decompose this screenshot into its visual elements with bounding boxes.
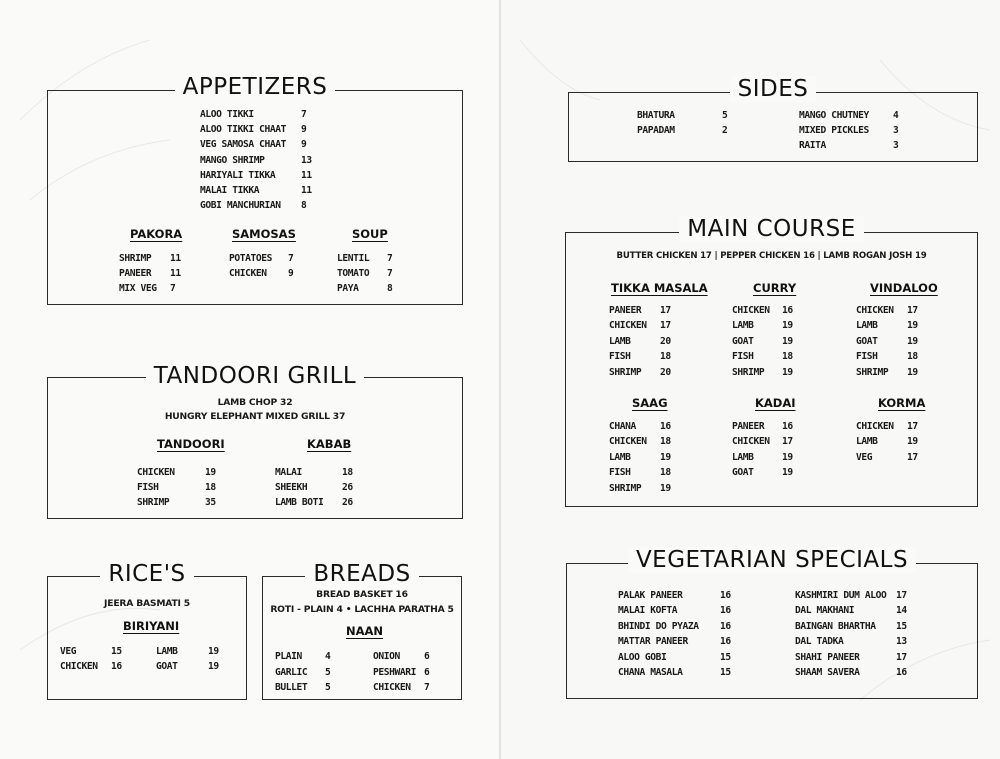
breads-title-text: BREADS — [305, 561, 418, 587]
kadai-heading: KADAI — [755, 396, 796, 410]
menu-item-name: FISH — [732, 351, 754, 363]
menu-item-price: 13 — [301, 154, 312, 166]
menu-item-price: 13 — [896, 636, 907, 648]
sides-title-text: SIDES — [730, 76, 817, 102]
vegetarian-specials-title — [566, 547, 978, 573]
menu-item-price: 2 — [722, 125, 728, 136]
menu-item-price: 19 — [907, 320, 918, 332]
menu-item-name: GOAT — [156, 661, 178, 672]
menu-item-price: 17 — [660, 305, 671, 316]
menu-item-price: 35 — [205, 497, 216, 509]
tandoori-line-1: LAMB CHOP 32 — [217, 397, 293, 408]
biriyani-heading: BIRIYANI — [123, 619, 180, 633]
menu-item-name: CHICKEN — [229, 268, 267, 279]
pakora-heading: PAKORA — [130, 227, 183, 241]
menu-item-name: LAMB — [609, 335, 631, 347]
menu-item-price: 26 — [342, 497, 353, 509]
menu-item-name: MIXED PICKLES — [799, 125, 869, 136]
menu-item-name: ALOO GOBI — [618, 651, 667, 663]
menu-item-price: 17 — [907, 305, 918, 316]
menu-item-name: HARIYALI TIKKA — [200, 169, 276, 181]
breads-line-1: BREAD BASKET 16 — [316, 589, 408, 600]
menu-item-name: POTATOES — [229, 253, 273, 264]
menu-item-price: 3 — [893, 125, 899, 136]
menu-item-price: 19 — [907, 335, 918, 347]
menu-item-name: TOMATO — [337, 268, 370, 279]
menu-item-price: 18 — [342, 467, 353, 478]
menu-item-name: GOBI MANCHURIAN — [200, 200, 281, 212]
tikka-masala-heading: TIKKA MASALA — [611, 281, 708, 295]
menu-item-name: CHANA MASALA — [618, 667, 683, 678]
menu-item-price: 18 — [660, 351, 671, 363]
menu-item-price: 7 — [387, 253, 393, 264]
menu-item-price: 17 — [896, 590, 907, 601]
menu-item-name: LAMB — [732, 451, 754, 463]
menu-item-name: BHATURA — [637, 110, 675, 121]
appetizers-title — [47, 74, 463, 100]
menu-item-price: 17 — [782, 436, 793, 448]
menu-item-price: 17 — [907, 451, 918, 463]
menu-item-price: 18 — [660, 436, 671, 448]
menu-item-price: 6 — [424, 666, 430, 678]
menu-item-price: 16 — [896, 667, 907, 678]
menu-item-name: CHICKEN — [732, 436, 770, 448]
menu-item-price: 7 — [170, 283, 176, 294]
menu-item-name: CHICKEN — [609, 320, 647, 332]
menu-item-price: 15 — [720, 667, 731, 678]
menu-item-price: 4 — [325, 651, 331, 662]
menu-item-name: DAL TADKA — [795, 636, 844, 648]
breads-line-2: ROTI - PLAIN 4 • LACHHA PARATHA 5 — [270, 604, 454, 615]
breads-title — [262, 561, 462, 587]
menu-item-name: MALAI TIKKA — [200, 185, 260, 196]
menu-item-name: PANEER — [119, 268, 152, 279]
menu-item-name: GOAT — [732, 335, 754, 347]
menu-item-name: BHINDI DO PYAZA — [618, 620, 699, 632]
menu-item-price: 5 — [325, 682, 331, 693]
menu-item-price: 7 — [288, 253, 294, 264]
menu-item-name: GARLIC — [275, 666, 308, 678]
menu-item-name: ALOO TIKKI — [200, 109, 254, 120]
sides-section — [568, 92, 978, 162]
menu-item-name: CHICKEN — [60, 661, 98, 672]
menu-item-price: 26 — [342, 482, 353, 494]
menu-item-price: 15 — [896, 620, 907, 632]
menu-item-name: SHRIMP — [119, 253, 152, 264]
main-course-title-text: MAIN COURSE — [679, 216, 864, 242]
menu-item-price: 3 — [893, 140, 899, 151]
menu-item-price: 11 — [170, 253, 181, 264]
saag-heading: SAAG — [632, 396, 668, 410]
menu-item-name: BAINGAN BHARTHA — [795, 620, 876, 632]
menu-item-name: SHRIMP — [609, 482, 642, 494]
menu-item-name: PAPADAM — [637, 125, 675, 136]
menu-item-name: PALAK PANEER — [618, 590, 683, 601]
appetizers-title-text: APPETIZERS — [175, 74, 336, 100]
menu-item-name: GOAT — [732, 467, 754, 479]
menu-item-price: 18 — [660, 467, 671, 479]
rices-title — [47, 561, 247, 587]
menu-item-price: 16 — [720, 620, 731, 632]
menu-item-name: LENTIL — [337, 253, 370, 264]
menu-item-price: 9 — [301, 139, 307, 151]
menu-item-name: LAMB — [732, 320, 754, 332]
menu-item-price: 19 — [782, 335, 793, 347]
kabab-heading: KABAB — [307, 437, 352, 451]
menu-item-price: 17 — [896, 651, 907, 663]
menu-item-name: SHAAM SAVERA — [795, 667, 860, 678]
menu-item-price: 9 — [288, 268, 294, 279]
soup-heading: SOUP — [352, 227, 388, 241]
menu-item-price: 8 — [387, 283, 393, 294]
menu-item-name: FISH — [856, 351, 878, 363]
menu-item-price: 11 — [301, 185, 312, 196]
vegetarian-specials-title-text: VEGETARIAN SPECIALS — [628, 547, 916, 573]
menu-item-price: 20 — [660, 335, 671, 347]
menu-item-price: 18 — [205, 482, 216, 494]
menu-item-price: 18 — [782, 351, 793, 363]
tandoori-grill-title — [47, 363, 463, 389]
menu-item-name: LAMB — [856, 436, 878, 448]
menu-item-name: ALOO TIKKI CHAAT — [200, 124, 287, 136]
menu-item-price: 19 — [208, 661, 219, 672]
menu-item-name: SHRIMP — [732, 366, 765, 378]
menu-item-price: 19 — [782, 467, 793, 479]
menu-item-price: 9 — [301, 124, 307, 136]
menu-item-price: 16 — [720, 590, 731, 601]
menu-item-name: CHICKEN — [732, 305, 770, 316]
menu-item-name: FISH — [609, 467, 631, 479]
menu-item-price: 19 — [782, 451, 793, 463]
menu-item-name: CHICKEN — [609, 436, 647, 448]
menu-item-name: SHRIMP — [856, 366, 889, 378]
menu-item-price: 7 — [387, 268, 393, 279]
menu-item-name: PLAIN — [275, 651, 302, 662]
menu-item-name: VEG — [60, 646, 77, 657]
menu-item-name: MIX VEG — [119, 283, 157, 294]
menu-item-name: LAMB BOTI — [275, 497, 324, 509]
menu-item-name: PESHWARI — [373, 666, 417, 678]
menu-item-name: LAMB — [156, 646, 178, 657]
menu-item-price: 17 — [660, 320, 671, 332]
rices-line: JEERA BASMATI 5 — [104, 598, 190, 609]
rices-section — [47, 576, 247, 700]
menu-item-price: 16 — [782, 421, 793, 432]
menu-item-name: SHEEKH — [275, 482, 308, 494]
menu-item-price: 8 — [301, 200, 307, 212]
menu-item-price: 11 — [170, 268, 181, 279]
menu-item-name: PANEER — [732, 421, 765, 432]
main-course-title — [565, 216, 978, 242]
menu-item-name: MATTAR PANEER — [618, 636, 688, 648]
menu-item-name: FISH — [137, 482, 159, 494]
menu-item-price: 19 — [782, 366, 793, 378]
menu-item-price: 19 — [907, 436, 918, 448]
menu-item-price: 16 — [660, 421, 671, 432]
menu-item-name: ONION — [373, 651, 400, 662]
menu-item-price: 16 — [720, 605, 731, 617]
menu-item-name: CHICKEN — [856, 305, 894, 316]
menu-item-name: KASHMIRI DUM ALOO — [795, 590, 887, 601]
menu-item-name: PAYA — [337, 283, 359, 294]
menu-item-name: CHICKEN — [373, 682, 411, 693]
menu-item-name: BULLET — [275, 682, 308, 693]
tandoori-heading: TANDOORI — [157, 437, 225, 451]
menu-item-name: MALAI — [275, 467, 302, 478]
menu-item-price: 7 — [301, 109, 307, 120]
menu-item-name: GOAT — [856, 335, 878, 347]
menu-item-name: MALAI KOFTA — [618, 605, 678, 617]
rices-title-text: RICE'S — [100, 561, 193, 587]
menu-item-price: 18 — [907, 351, 918, 363]
menu-item-price: 11 — [301, 169, 312, 181]
menu-item-price: 5 — [722, 110, 728, 121]
menu-item-price: 6 — [424, 651, 430, 662]
menu-item-price: 19 — [660, 451, 671, 463]
menu-item-name: LAMB — [856, 320, 878, 332]
menu-item-price: 19 — [782, 320, 793, 332]
naan-heading: NAAN — [346, 624, 384, 638]
tandoori-line-2: HUNGRY ELEPHANT MIXED GRILL 37 — [164, 411, 346, 422]
menu-item-name: DAL MAKHANI — [795, 605, 855, 617]
menu-item-name: RAITA — [799, 140, 826, 151]
menu-item-price: 19 — [208, 646, 219, 657]
korma-heading: KORMA — [878, 396, 926, 410]
menu-item-name: MANGO CHUTNEY — [799, 110, 869, 121]
menu-item-price: 4 — [893, 110, 899, 121]
sides-title — [568, 76, 978, 102]
menu-item-price: 16 — [720, 636, 731, 648]
menu-item-price: 19 — [205, 467, 216, 478]
main-course-line: BUTTER CHICKEN 17 | PEPPER CHICKEN 16 | LAMB ROGAN JOSH 19 — [616, 251, 927, 261]
curry-heading: CURRY — [753, 281, 797, 295]
menu-item-name: CHANA — [609, 421, 636, 432]
menu-item-name: LAMB — [609, 451, 631, 463]
menu-item-name: MANGO SHRIMP — [200, 154, 265, 166]
menu-item-name: FISH — [609, 351, 631, 363]
vindaloo-heading: VINDALOO — [870, 281, 938, 295]
menu-item-name: SHAHI PANEER — [795, 651, 860, 663]
menu-item-price: 17 — [907, 421, 918, 432]
menu-item-name: CHICKEN — [856, 421, 894, 432]
menu-item-name: PANEER — [609, 305, 642, 316]
menu-item-name: SHRIMP — [609, 366, 642, 378]
menu-item-price: 7 — [424, 682, 430, 693]
menu-item-name: VEG SAMOSA CHAAT — [200, 139, 287, 151]
samosas-heading: SAMOSAS — [232, 227, 296, 241]
menu-item-price: 16 — [111, 661, 122, 672]
menu-item-name: SHRIMP — [137, 497, 170, 509]
menu-item-name: CHICKEN — [137, 467, 175, 478]
menu-item-price: 14 — [896, 605, 907, 617]
menu-item-price: 16 — [782, 305, 793, 316]
menu-item-price: 19 — [660, 482, 671, 494]
menu-item-price: 20 — [660, 366, 671, 378]
tandoori-grill-title-text: TANDOORI GRILL — [146, 363, 364, 389]
menu-item-price: 19 — [907, 366, 918, 378]
menu-item-price: 5 — [325, 666, 331, 678]
menu-item-name: VEG — [856, 451, 873, 463]
menu-item-price: 15 — [720, 651, 731, 663]
menu-item-price: 15 — [111, 646, 122, 657]
